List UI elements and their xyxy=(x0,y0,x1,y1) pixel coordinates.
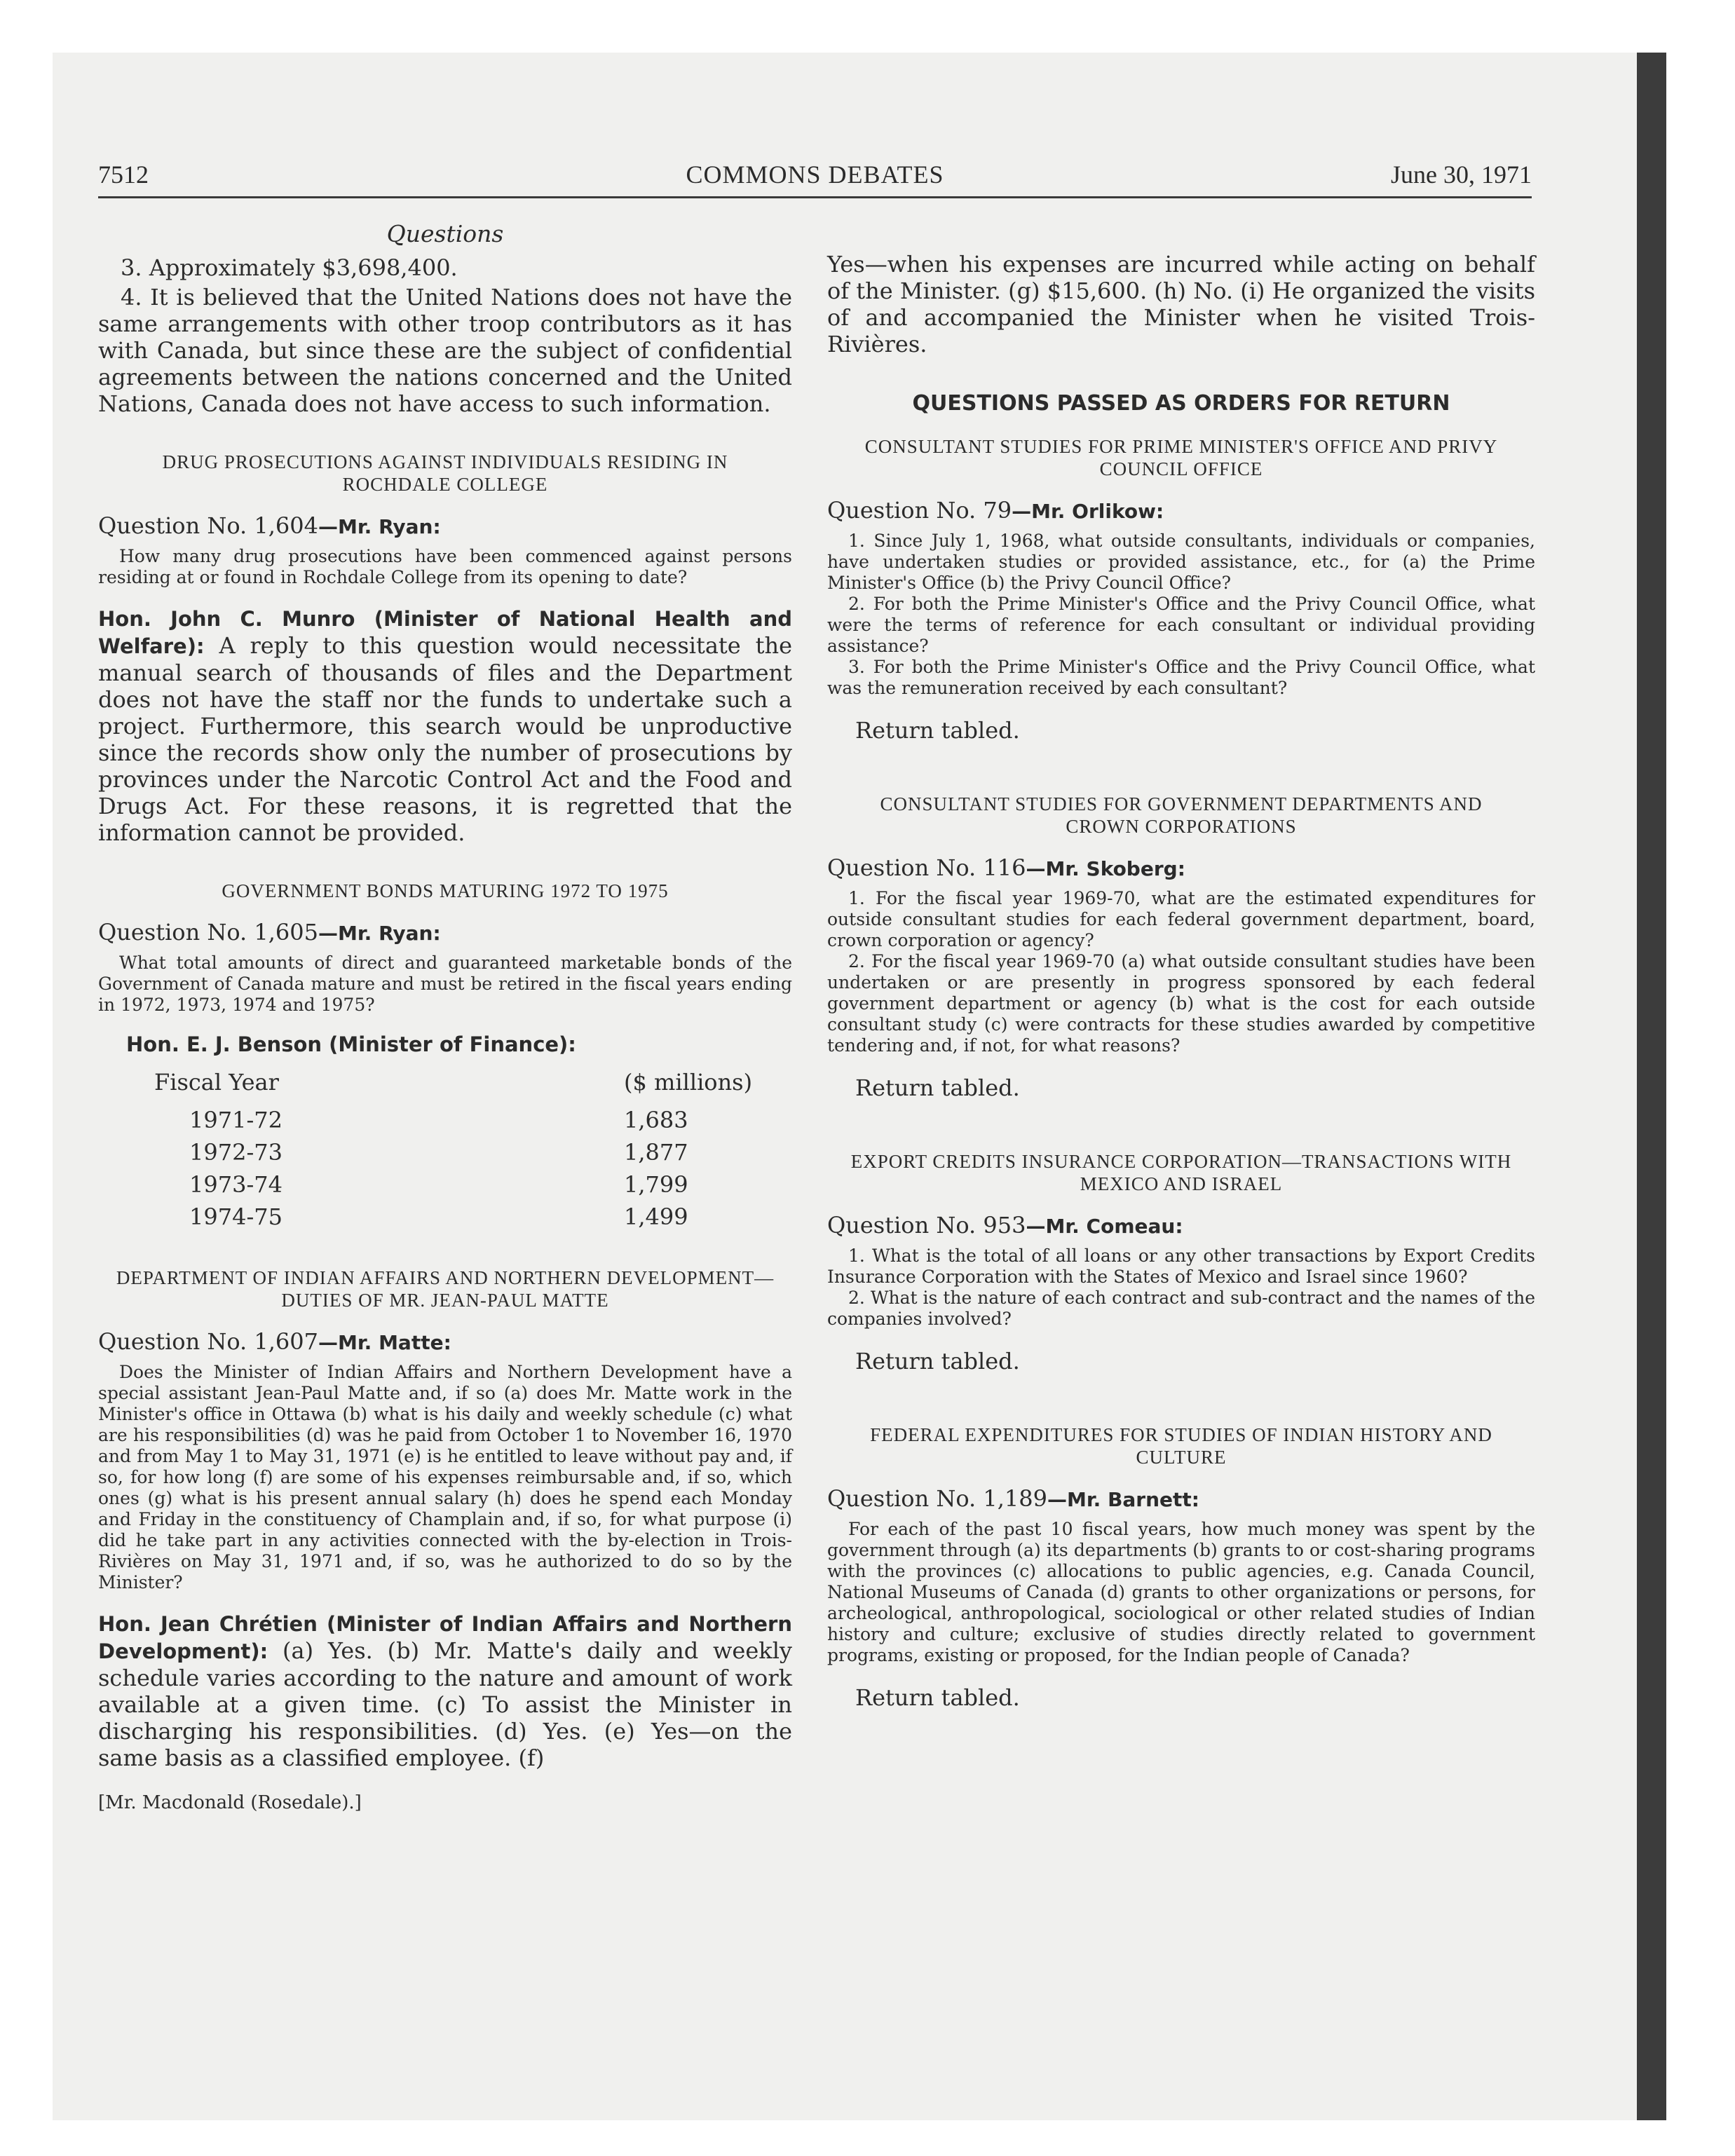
question-text: For each of the past 10 fiscal years, how much money was spent by the government through (a) its departments (b) grants to or cost-sharing programs with the provinces (c) allocations to public agencies, e.g. Canada Council, National Museums of Canada (d) grants to other organizations or persons, for archeological, anthropological, sociological or other related studies of Indian history and culture; exclusive of studies directly related to government programs, existing or proposed, for the Indian people of Canada? xyxy=(827,1519,1535,1665)
question-text: How many drug prosecutions have been commenced against persons residing at or found in Rochdale College from its opening to date? xyxy=(98,546,792,587)
table-cell-year: 1973-74 xyxy=(189,1171,283,1198)
section-heading-q79: CONSULTANT STUDIES FOR PRIME MINISTER'S OFFICE AND PRIVY COUNCIL OFFICE xyxy=(864,436,1498,479)
speaker: Hon. John C. Munro (Minister of National Health and Welfare): xyxy=(98,607,792,658)
table-header-row xyxy=(154,1066,752,1104)
answer-text: A reply to this question would necessitate the manual search of thousands of files and the Department does not have the staff nor the funds to undertake such a project. Furthermore, this search would be unproductive since the records show only the number of prosecutions by provinces under the Narcotic Control Act and the Food and Drugs Act. For these reasons, it is regretted that the information cannot be provided. xyxy=(98,632,792,846)
bonds-table xyxy=(154,1066,752,1233)
page-header xyxy=(98,154,1532,198)
question-number xyxy=(827,1485,1535,1512)
table-row xyxy=(154,1136,752,1168)
right-column xyxy=(827,210,1535,1760)
table-cell-amount: 1,877 xyxy=(624,1139,688,1166)
question-number-text: Question No. 1,604 xyxy=(98,512,318,539)
question-number-text: Question No. 953 xyxy=(827,1212,1026,1239)
table-cell-amount: 1,799 xyxy=(624,1171,688,1198)
orders-for-return-heading: QUESTIONS PASSED AS ORDERS FOR RETURN xyxy=(912,391,1450,416)
table-cell-amount: 1,499 xyxy=(624,1203,688,1230)
question-number xyxy=(98,919,792,946)
question-number xyxy=(827,497,1535,524)
question-text: Does the Minister of Indian Affairs and Northern Development have a special assistant Jean-Paul Matte and, if so (a) does Mr. Matte work in the Minister's office in Ottawa (b) what is his daily and weekly schedule (c) what are his responsibilities (d) was he paid from October 1 to November 16, 1970 and from May 1 to May 31, 1971 (e) is he entitled to leave without pay and, if so, for how long (f) are some of his expenses reimbursable and, if so, which ones (g) what is his present annual salary (h) does he spend each Monday and Friday in the constituency of Champlain and, if so, for what purpose (i) did he take part in any activities connected with the by-election in Trois-Rivières on May 31, 1971 and, if so, was he authorized to do so by the Minister? xyxy=(98,1362,792,1592)
answer-item-3: 3. Approximately $3,698,400. xyxy=(121,254,458,281)
question-item: 2. For both the Prime Minister's Office and the Privy Council Office, what were the terms of reference for each consultant or individual providing assistance? xyxy=(827,594,1535,656)
asker: —Mr. Skoberg: xyxy=(1026,857,1185,880)
question-item: 1. Since July 1, 1968, what outside consultants, individuals or companies, have undertaken studies or provided assistance, etc., for (a) the Prime Minister's Office (b) the Privy Council Office? xyxy=(827,531,1535,593)
question-item: 2. What is the nature of each contract and sub-contract and the names of the companies involved? xyxy=(827,1288,1535,1329)
publication-title: COMMONS DEBATES xyxy=(686,161,944,189)
question-item: 1. What is the total of all loans or any other transactions by Export Credits Insurance Corporation with the States of Mexico and Israel since 1960? xyxy=(827,1246,1535,1287)
speaker: Hon. Jean Chrétien (Minister of Indian Affairs and Northern Development): xyxy=(98,1612,792,1663)
asker: —Mr. Comeau: xyxy=(1026,1215,1183,1238)
section-heading-q953: EXPORT CREDITS INSURANCE CORPORATION—TRANSACTIONS WITH MEXICO AND ISRAEL xyxy=(850,1151,1512,1194)
scan-edge xyxy=(1637,53,1666,2120)
asker: —Mr. Barnett: xyxy=(1047,1488,1199,1511)
return-tabled: Return tabled. xyxy=(855,1074,1020,1101)
answer-item-4: 4. It is believed that the United Nations does not have the same arrangements with other troop contributors as it has with Canada, but since these are the subject of confidential agreements between the nations concerned and the United Nations, Canada does not have access to such information. xyxy=(98,284,792,417)
question-number-text: Question No. 1,605 xyxy=(98,919,318,946)
table-cell-year: 1972-73 xyxy=(189,1139,283,1166)
question-item: 1. For the fiscal year 1969-70, what are the estimated expenditures for outside consultant studies for each federal government department, board, crown corporation or agency? xyxy=(827,888,1535,950)
asker: —Mr. Matte: xyxy=(318,1331,451,1354)
question-number-text: Question No. 1,189 xyxy=(827,1485,1047,1512)
table-row xyxy=(154,1168,752,1201)
return-tabled: Return tabled. xyxy=(855,1348,1020,1374)
question-item: 3. For both the Prime Minister's Office and the Privy Council Office, what was the remuneration received by each consultant? xyxy=(827,657,1535,698)
answer-paragraph xyxy=(98,1610,792,1771)
section-heading-q116: CONSULTANT STUDIES FOR GOVERNMENT DEPARTMENTS AND CROWN CORPORATIONS xyxy=(880,793,1483,837)
col-amount: ($ millions) xyxy=(624,1069,753,1096)
section-heading-matte: DEPARTMENT OF INDIAN AFFAIRS AND NORTHERN DEVELOPMENT—DUTIES OF MR. JEAN-PAUL MATTE xyxy=(116,1267,775,1311)
section-heading-drug: DRUG PROSECUTIONS AGAINST INDIVIDUALS RESIDING IN ROCHDALE COLLEGE xyxy=(162,451,728,495)
col-fiscal-year: Fiscal Year xyxy=(154,1069,279,1096)
return-tabled: Return tabled. xyxy=(855,717,1020,744)
asker: —Mr. Ryan: xyxy=(318,515,441,538)
question-number xyxy=(98,1328,792,1355)
table-cell-year: 1974-75 xyxy=(189,1203,283,1230)
section-heading-bonds: GOVERNMENT BONDS MATURING 1972 TO 1975 xyxy=(222,880,669,901)
asker: —Mr. Ryan: xyxy=(318,922,441,945)
question-item: 2. For the fiscal year 1969-70 (a) what outside consultant studies have been undertaken or are presently in progress sponsored by each federal government department or agency (b) what is the cost for each outside consultant study (c) were contracts for these studies awarded by competitive tendering and, if not, for what reasons? xyxy=(827,951,1535,1056)
table-cell-amount: 1,683 xyxy=(624,1107,688,1133)
table-row xyxy=(154,1104,752,1136)
running-head: Questions xyxy=(386,220,504,247)
page-number: 7512 xyxy=(98,161,149,189)
answer-paragraph xyxy=(98,605,792,846)
question-number xyxy=(827,1212,1535,1239)
section-heading-q1189: FEDERAL EXPENDITURES FOR STUDIES OF INDIAN HISTORY AND CULTURE xyxy=(870,1424,1492,1468)
footnote: [Mr. Macdonald (Rosedale).] xyxy=(98,1792,362,1813)
question-text: What total amounts of direct and guaranteed marketable bonds of the Government of Canada mature and must be retired in the fiscal years ending in 1972, 1973, 1974 and 1975? xyxy=(98,953,792,1015)
return-tabled: Return tabled. xyxy=(855,1684,1020,1711)
left-column xyxy=(98,210,792,1813)
answer-text: (a) Yes. (b) Mr. Matte's daily and weekly schedule varies according to the nature and amount of work available at a given time. (c) To assist the Minister in discharging his responsibilities. (d) Yes. (e) Yes—on the same basis as a classified employee. (f) xyxy=(98,1637,792,1771)
speaker: Hon. E. J. Benson (Minister of Finance): xyxy=(126,1032,576,1056)
publication-date: June 30, 1971 xyxy=(1391,161,1532,189)
answer-continuation: Yes—when his expenses are incurred while acting on behalf of the Minister. (g) $15,600. (h) No. (i) He organized the visits of and accompanied the Minister when he visited Trois-Rivières. xyxy=(827,251,1535,357)
question-number-text: Question No. 79 xyxy=(827,497,1012,524)
asker: —Mr. Orlikow: xyxy=(1012,500,1164,523)
question-number xyxy=(827,854,1535,881)
table-cell-year: 1971-72 xyxy=(189,1107,283,1133)
question-number xyxy=(98,512,792,539)
table-row xyxy=(154,1201,752,1233)
question-number-text: Question No. 1,607 xyxy=(98,1328,318,1355)
question-number-text: Question No. 116 xyxy=(827,854,1026,881)
